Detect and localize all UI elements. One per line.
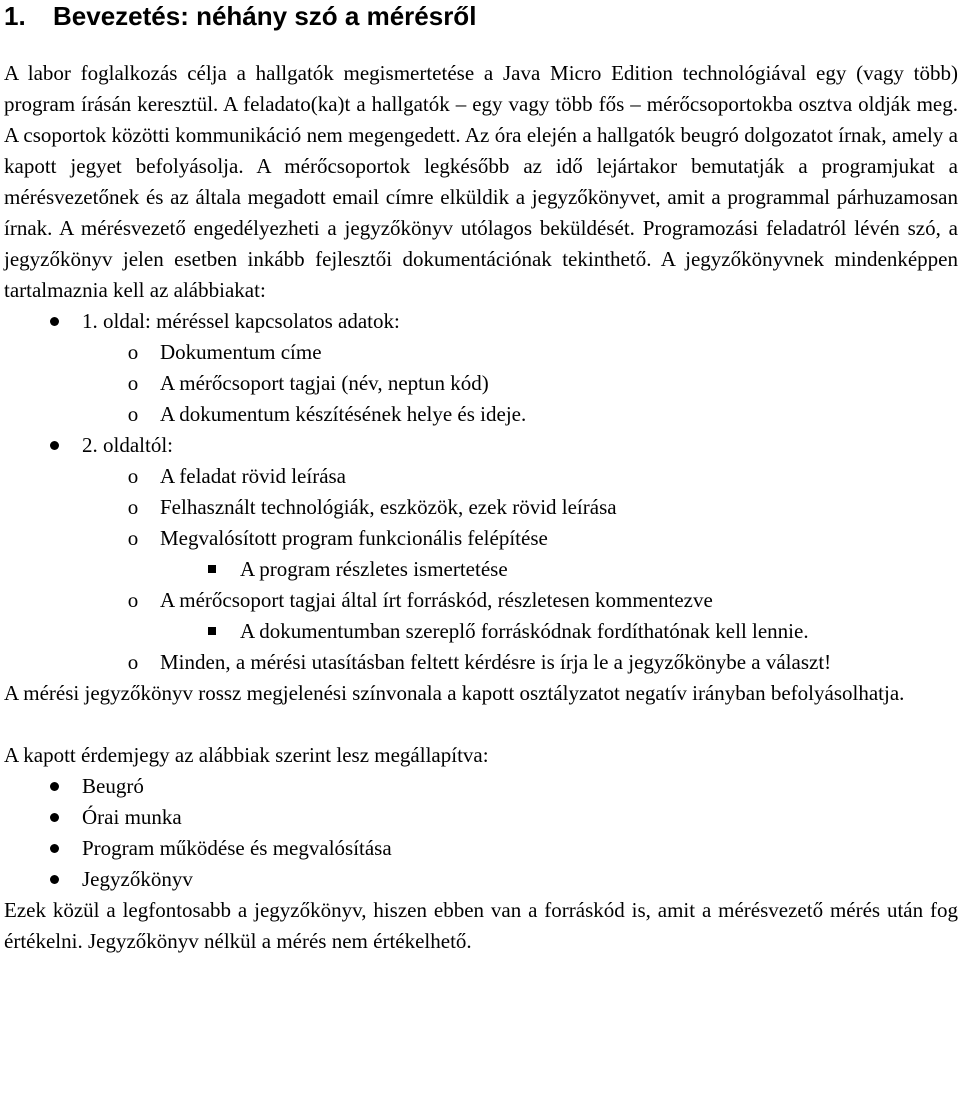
list-item-text: Minden, a mérési utasításban feltett kérdésre is írja le a jegyzőkönybe a választ! bbox=[160, 650, 832, 674]
bullet-circle-icon: o bbox=[127, 495, 139, 519]
list-item bbox=[4, 337, 958, 368]
list-item bbox=[4, 399, 958, 430]
section-heading bbox=[4, 0, 476, 32]
document-body bbox=[4, 58, 958, 957]
list-item bbox=[4, 368, 958, 399]
grade-intro-paragraph: A kapott érdemjegy az alábbiak szerint lesz megállapítva: bbox=[4, 743, 489, 767]
requirements-list bbox=[4, 306, 958, 678]
section-number: 1. bbox=[4, 1, 26, 31]
intro-paragraph: A labor foglalkozás célja a hallgatók megismertetése a Java Micro Edition technológiával egy (vagy több) program írásán keresztül. A feladato(ka)t a hallgatók – egy vagy több fős – mérőcsoportokba osztva oldják meg. A csoportok közötti kommunikáció nem megengedett. Az óra elején a hallgatók beugró dolgozatot írnak, amely a kapott jegyet befolyásolja. A mérőcsoportok legkésőbb az idő lejártakor bemutatják a programjukat a mérésvezetőnek és az általa megadott email címre elküldik a jegyzőkönyvet, amit a programmal párhuzamosan írnak. A mérésvezető engedélyezheti a jegyzőkönyv utólagos beküldését. Programozási feladatról lévén szó, a jegyzőkönyv jelen esetben inkább fejlesztői dokumentációnak tekinthető. A jegyzőkönyvnek mindenképpen tartalmaznia kell az alábbiakat: bbox=[4, 61, 958, 302]
list-item-text: Jegyzőkönyv bbox=[82, 867, 193, 891]
grade-list bbox=[4, 771, 958, 895]
list-item-label: 1. oldal: méréssel kapcsolatos adatok: bbox=[82, 309, 400, 333]
list-item-text: Felhasznált technológiák, eszközök, ezek rövid leírása bbox=[160, 495, 617, 519]
bullet-dot-icon bbox=[44, 802, 64, 833]
list-item-text: A mérőcsoport tagjai által írt forráskód, részletesen kommentezve bbox=[160, 588, 713, 612]
bullet-circle-icon: o bbox=[127, 464, 139, 488]
list-item-text: Program működése és megvalósítása bbox=[82, 836, 392, 860]
bullet-dot-icon bbox=[44, 430, 64, 461]
bullet-circle-icon: o bbox=[127, 526, 139, 550]
list-item-page1 bbox=[4, 306, 958, 337]
bullet-circle-icon: o bbox=[127, 340, 139, 364]
list-item bbox=[4, 647, 958, 678]
list-item-text: Dokumentum címe bbox=[160, 340, 322, 364]
list-item-text: A mérőcsoport tagjai (név, neptun kód) bbox=[160, 371, 489, 395]
list-item bbox=[4, 833, 958, 864]
bullet-circle-icon: o bbox=[127, 588, 139, 612]
list-item bbox=[4, 771, 958, 802]
list-item bbox=[4, 554, 958, 585]
bullet-circle-icon: o bbox=[127, 402, 139, 426]
quality-paragraph: A mérési jegyzőkönyv rossz megjelenési színvonala a kapott osztályzatot negatív irányban befolyásolhatja. bbox=[4, 681, 905, 705]
section-title: Bevezetés: néhány szó a mérésről bbox=[53, 1, 477, 31]
list-item-text: Megvalósított program funkcionális felépítése bbox=[160, 526, 548, 550]
list-item bbox=[4, 616, 958, 647]
list-item bbox=[4, 492, 958, 523]
list-item-text: A dokumentumban szereplő forráskódnak fordíthatónak kell lennie. bbox=[240, 619, 809, 643]
list-item-text: A program részletes ismertetése bbox=[240, 557, 508, 581]
bullet-circle-icon: o bbox=[127, 650, 139, 674]
list-item-page2 bbox=[4, 430, 958, 461]
list-item bbox=[4, 802, 958, 833]
list-item bbox=[4, 864, 958, 895]
bullet-dot-icon bbox=[44, 833, 64, 864]
bullet-square-icon bbox=[202, 616, 222, 647]
list-item-text: A dokumentum készítésének helye és ideje. bbox=[160, 402, 527, 426]
bullet-dot-icon bbox=[44, 864, 64, 895]
blank-line bbox=[4, 709, 958, 740]
bullet-circle-icon: o bbox=[127, 371, 139, 395]
list-item bbox=[4, 523, 958, 554]
list-item bbox=[4, 461, 958, 492]
closing-paragraph: Ezek közül a legfontosabb a jegyzőkönyv, hiszen ebben van a forráskód is, amit a mérésvezető mérés után fog értékelni. Jegyzőkönyv nélkül a mérés nem értékelhető. bbox=[4, 898, 958, 953]
list-item-label: 2. oldaltól: bbox=[82, 433, 173, 457]
list-item bbox=[4, 585, 958, 616]
bullet-dot-icon bbox=[44, 306, 64, 337]
bullet-dot-icon bbox=[44, 771, 64, 802]
list-item-text: Órai munka bbox=[82, 805, 182, 829]
list-item-text: A feladat rövid leírása bbox=[160, 464, 347, 488]
bullet-square-icon bbox=[202, 554, 222, 585]
list-item-text: Beugró bbox=[82, 774, 144, 798]
